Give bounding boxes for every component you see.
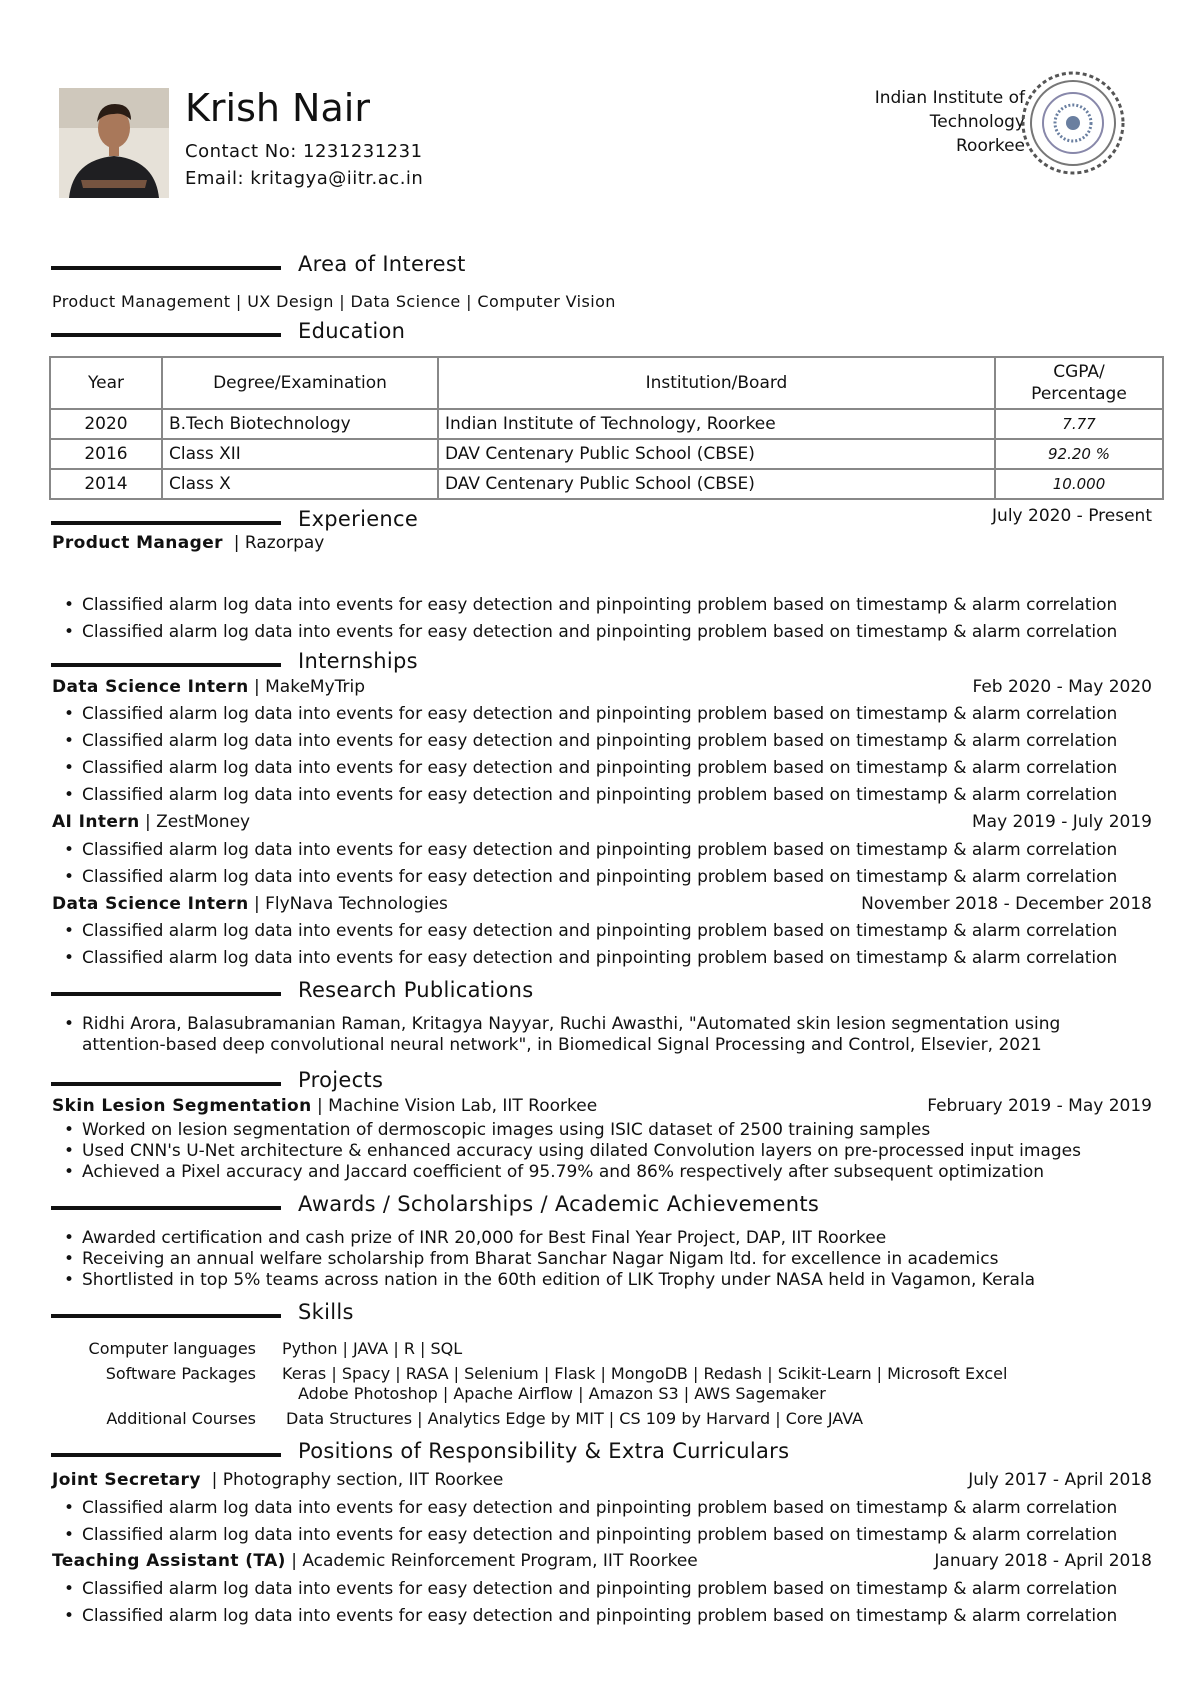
list-item: • Awarded certification and cash prize of INR 20,000 for Best Final Year Project, DAP, IIT Roorkee xyxy=(64,1228,1174,1249)
cell-year: 2016 xyxy=(50,439,162,469)
institute-line-2: Technology xyxy=(929,112,1025,132)
position-role xyxy=(52,1551,698,1571)
cell-institution: DAV Centenary Public School (CBSE) xyxy=(438,439,995,469)
profile-photo xyxy=(59,88,169,198)
list-item: • Classified alarm log data into events for easy detection and pinpointing problem based on timestamp & alarm correlation xyxy=(64,918,1174,945)
experience-date: July 2020 - Present xyxy=(992,506,1152,526)
list-item: • Classified alarm log data into events for easy detection and pinpointing problem based on timestamp & alarm correlation xyxy=(64,1495,1174,1522)
role-org: | MakeMyTrip xyxy=(253,677,366,697)
cgpa-header-line-2: Percentage xyxy=(1031,384,1127,404)
list-item: • Classified alarm log data into events for easy detection and pinpointing problem based on timestamp & alarm correlation xyxy=(64,1576,1174,1603)
section-title-positions: Positions of Responsibility & Extra Curriculars xyxy=(298,1439,790,1463)
list-item: • Classified alarm log data into events for easy detection and pinpointing problem based on timestamp & alarm correlation xyxy=(64,1603,1174,1630)
list-item: • Classified alarm log data into events for easy detection and pinpointing problem based on timestamp & alarm correlation xyxy=(64,837,1174,864)
role-org: | Photography section, IIT Roorkee xyxy=(211,1470,504,1490)
person-photo-icon xyxy=(59,88,169,198)
skill-value: Data Structures | Analytics Edge by MIT | CS 109 by Harvard | Core JAVA xyxy=(286,1409,864,1428)
email-address: Email: kritagya@iitr.ac.in xyxy=(185,168,424,189)
internship-bullets xyxy=(64,837,1174,891)
awards-bullets xyxy=(64,1228,1174,1291)
section-divider xyxy=(51,1314,281,1318)
position-bullets xyxy=(64,1495,1174,1549)
list-item: • Classified alarm log data into events for easy detection and pinpointing problem based on timestamp & alarm correlation xyxy=(64,755,1174,782)
role-org: | Razorpay xyxy=(233,533,325,553)
contact-number: Contact No: 1231231231 xyxy=(185,141,423,162)
role-title: AI Intern xyxy=(52,812,140,832)
section-title-experience: Experience xyxy=(298,507,419,531)
table-row xyxy=(50,439,1163,469)
institute-name xyxy=(840,86,1025,158)
list-item: • Classified alarm log data into events for easy detection and pinpointing problem based on timestamp & alarm correlation xyxy=(64,728,1174,755)
project-title: Skin Lesion Segmentation xyxy=(52,1096,312,1116)
section-title-skills: Skills xyxy=(298,1300,354,1324)
list-item: • Classified alarm log data into events for easy detection and pinpointing problem based on timestamp & alarm correlation xyxy=(64,864,1174,891)
list-item: • Worked on lesion segmentation of dermoscopic images using ISIC dataset of 2500 training samples xyxy=(64,1120,1174,1141)
cell-degree: B.Tech Biotechnology xyxy=(162,409,438,439)
candidate-name: Krish Nair xyxy=(185,86,370,130)
section-divider xyxy=(51,333,281,337)
section-title-area-of-interest: Area of Interest xyxy=(298,252,466,276)
education-table xyxy=(49,356,1164,500)
section-title-education: Education xyxy=(298,319,406,343)
list-item: • Classified alarm log data into events for easy detection and pinpointing problem based on timestamp & alarm correlation xyxy=(64,619,1174,646)
skill-label: Computer languages xyxy=(88,1339,256,1358)
column-header-cgpa xyxy=(995,357,1163,409)
list-item: • Classified alarm log data into events for easy detection and pinpointing problem based on timestamp & alarm correlation xyxy=(64,592,1174,619)
area-of-interest-text: Product Management | UX Design | Data Science | Computer Vision xyxy=(52,292,616,311)
iit-roorkee-seal-icon xyxy=(1018,68,1128,178)
section-divider xyxy=(51,1082,281,1086)
section-divider xyxy=(51,521,281,525)
section-divider xyxy=(51,992,281,996)
cgpa-header-line-1: CGPA/ xyxy=(1053,362,1105,382)
cell-score: 92.20 % xyxy=(995,439,1163,469)
skill-value: Keras | Spacy | RASA | Selenium | Flask | MongoDB | Redash | Scikit-Learn | Microsoft Excel xyxy=(282,1364,1008,1383)
list-item: • Achieved a Pixel accuracy and Jaccard coefficient of 95.79% and 86% respectively after subsequent optimization xyxy=(64,1162,1174,1183)
position-date: July 2017 - April 2018 xyxy=(968,1470,1152,1490)
role-title: Data Science Intern xyxy=(52,894,249,914)
skill-label: Additional Courses xyxy=(106,1409,256,1428)
column-header-institution: Institution/Board xyxy=(438,357,995,409)
section-title-internships: Internships xyxy=(298,649,418,673)
research-bullets xyxy=(64,1014,1124,1056)
section-title-awards: Awards / Scholarships / Academic Achievements xyxy=(298,1192,820,1216)
table-row xyxy=(50,469,1163,499)
role-org: | ZestMoney xyxy=(144,812,251,832)
table-row xyxy=(50,409,1163,439)
cell-degree: Class X xyxy=(162,469,438,499)
internship-role xyxy=(52,894,448,914)
institute-line-1: Indian Institute of xyxy=(874,88,1025,108)
role-org: | Academic Reinforcement Program, IIT Roorkee xyxy=(291,1551,698,1571)
list-item: • Classified alarm log data into events for easy detection and pinpointing problem based on timestamp & alarm correlation xyxy=(64,701,1174,728)
cell-year: 2014 xyxy=(50,469,162,499)
section-divider xyxy=(51,663,281,667)
skill-value: Python | JAVA | R | SQL xyxy=(282,1339,463,1358)
cell-institution: DAV Centenary Public School (CBSE) xyxy=(438,469,995,499)
role-org: | FlyNava Technologies xyxy=(253,894,448,914)
role-title: Product Manager xyxy=(52,533,223,553)
position-bullets xyxy=(64,1576,1174,1630)
list-item: • Shortlisted in top 5% teams across nation in the 60th edition of LIK Trophy under NASA held in Vagamon, Kerala xyxy=(64,1270,1174,1291)
column-header-year: Year xyxy=(50,357,162,409)
list-item: • Used CNN's U-Net architecture & enhanced accuracy using dilated Convolution layers on pre-processed input images xyxy=(64,1141,1174,1162)
section-divider xyxy=(51,1453,281,1457)
internship-date: May 2019 - July 2019 xyxy=(972,812,1152,832)
experience-bullets xyxy=(64,592,1174,646)
contact-info xyxy=(185,138,423,192)
list-item: • Classified alarm log data into events for easy detection and pinpointing problem based on timestamp & alarm correlation xyxy=(64,782,1174,809)
table-header-row xyxy=(50,357,1163,409)
section-divider xyxy=(51,1206,281,1210)
project-bullets xyxy=(64,1120,1174,1183)
cell-score: 10.000 xyxy=(995,469,1163,499)
skill-value-continued: Adobe Photoshop | Apache Airflow | Amazon S3 | AWS Sagemaker xyxy=(298,1384,826,1403)
list-item: • Classified alarm log data into events for easy detection and pinpointing problem based on timestamp & alarm correlation xyxy=(64,945,1174,972)
list-item: • Classified alarm log data into events for easy detection and pinpointing problem based on timestamp & alarm correlation xyxy=(64,1522,1174,1549)
position-date: January 2018 - April 2018 xyxy=(934,1551,1152,1571)
experience-role xyxy=(52,533,324,553)
project-date: February 2019 - May 2019 xyxy=(927,1096,1152,1116)
internship-bullets xyxy=(64,701,1174,809)
skill-label: Software Packages xyxy=(105,1364,256,1383)
list-item: • Ridhi Arora, Balasubramanian Raman, Kritagya Nayyar, Ruchi Awasthi, "Automated skin lesion segmentation using attention-based deep convolutional neural network", in Biomedical Signal Processing and Control, Elsevier, 2021 xyxy=(64,1014,1124,1056)
column-header-degree: Degree/Examination xyxy=(162,357,438,409)
internship-role xyxy=(52,812,250,832)
position-role xyxy=(52,1470,503,1490)
project-role xyxy=(52,1096,597,1116)
section-title-projects: Projects xyxy=(298,1068,384,1092)
section-title-research: Research Publications xyxy=(298,978,534,1002)
internship-date: November 2018 - December 2018 xyxy=(861,894,1152,914)
internship-role xyxy=(52,677,365,697)
role-title: Data Science Intern xyxy=(52,677,249,697)
cell-institution: Indian Institute of Technology, Roorkee xyxy=(438,409,995,439)
list-item: • Receiving an annual welfare scholarship from Bharat Sanchar Nagar Nigam ltd. for excellence in academics xyxy=(64,1249,1174,1270)
cell-degree: Class XII xyxy=(162,439,438,469)
institute-line-3: Roorkee xyxy=(956,136,1025,156)
project-org: | Machine Vision Lab, IIT Roorkee xyxy=(317,1096,598,1116)
internship-date: Feb 2020 - May 2020 xyxy=(972,677,1152,697)
internship-bullets xyxy=(64,918,1174,972)
cell-year: 2020 xyxy=(50,409,162,439)
role-title: Teaching Assistant (TA) xyxy=(52,1551,286,1571)
section-divider xyxy=(51,266,281,270)
role-title: Joint Secretary xyxy=(52,1470,201,1490)
cell-score: 7.77 xyxy=(995,409,1163,439)
